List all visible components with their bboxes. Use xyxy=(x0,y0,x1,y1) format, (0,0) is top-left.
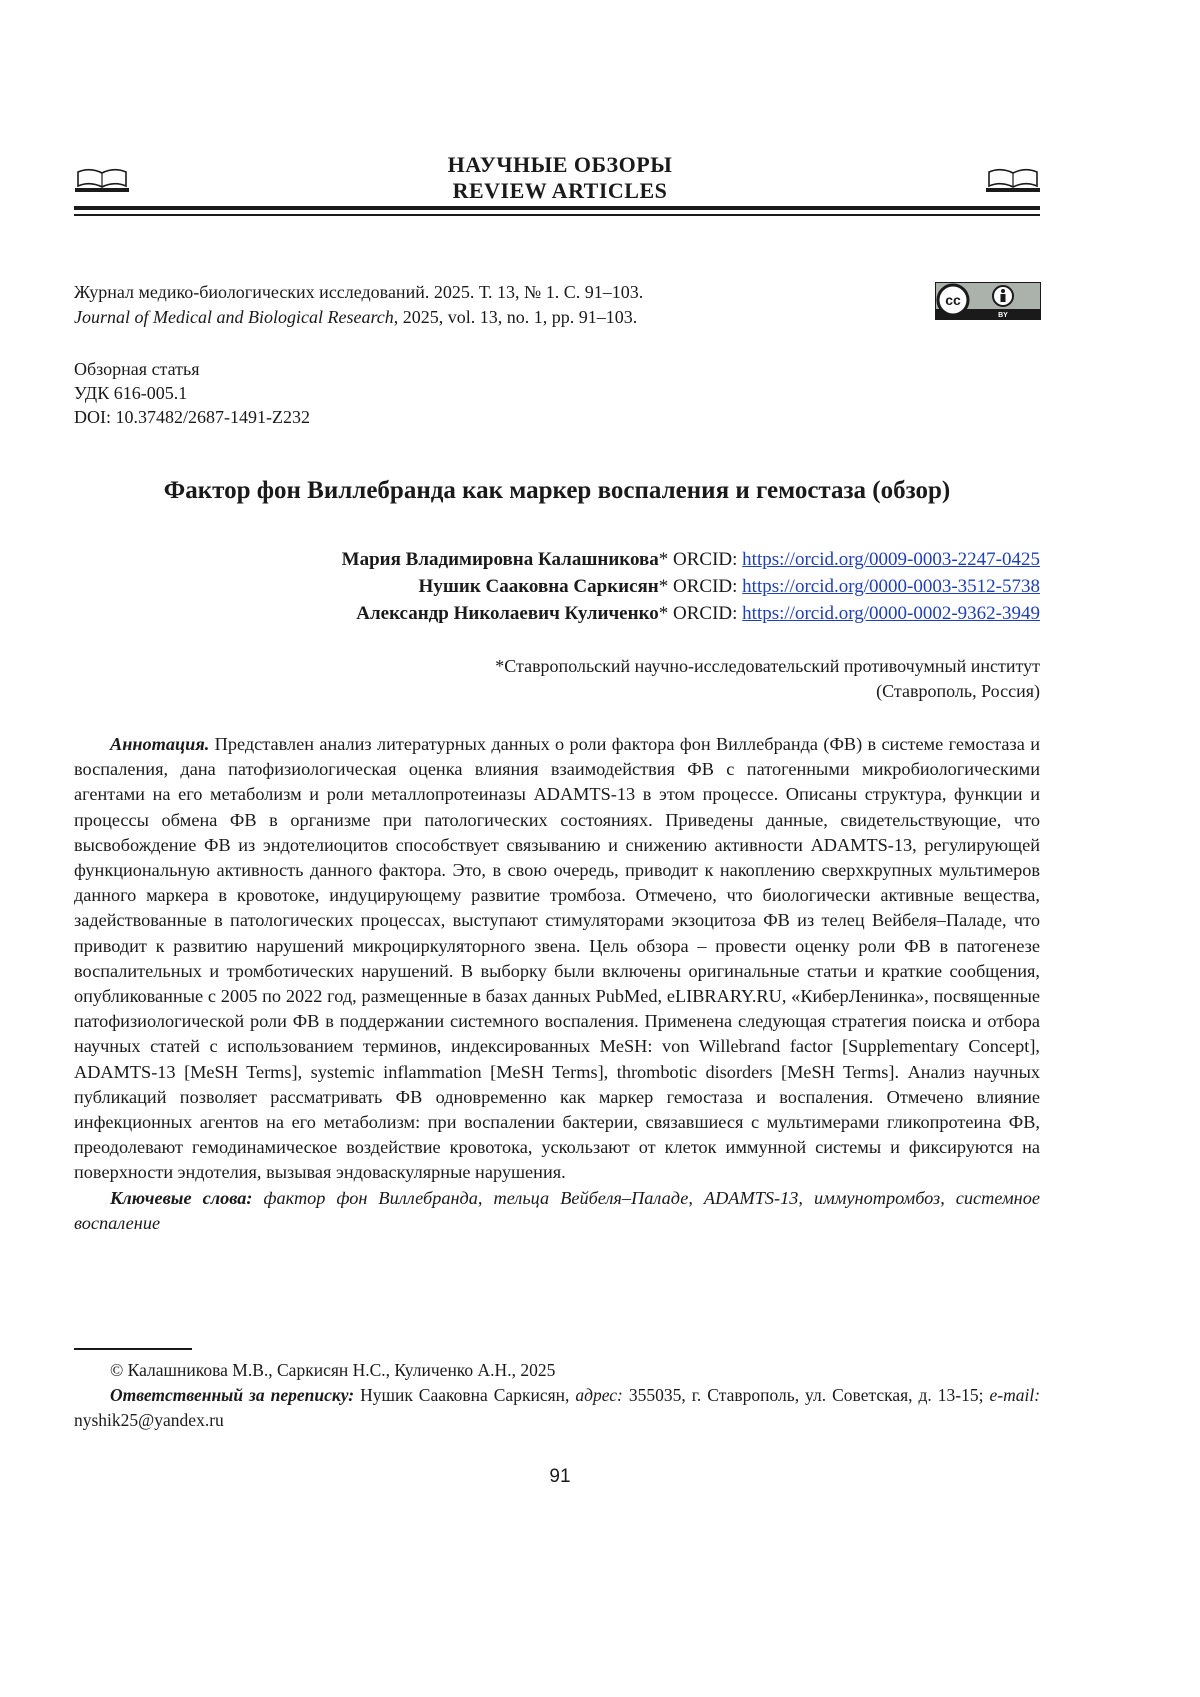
author-list xyxy=(342,546,1040,627)
orcid-label: * ORCID: xyxy=(658,549,743,570)
section-heading-ru: НАУЧНЫЕ ОБЗОРЫ xyxy=(447,152,673,177)
section-heading xyxy=(0,152,1120,204)
abstract-label: Аннотация. xyxy=(110,734,210,754)
email-text: nyshik25@yandex.ru xyxy=(74,1410,224,1430)
page-number: 91 xyxy=(549,1466,571,1487)
email-label: e-mail: xyxy=(989,1385,1041,1405)
abstract-text: Представлен анализ литературных данных о роли фактора фон Виллебранда (ФВ) в системе гемостаза и воспаления, дана патофизиологическая оценка влияния взаимодействия ФВ с патогенными микробиологическими агентами на его метаболизм и роли металлопротеиназы ADAMTS-13 в этом процессе. Описаны структура, функции и процессы обмена ФВ в организме при патологических состояниях. Приведены данные, свидетельствующие, что высвобождение ФВ из эндотелиоцитов способствует связыванию и снижению активности ADAMTS-13, регулирующей функциональную активность данного фактора. Это, в свою очередь, приводит к накоплению сверхкрупных мультимеров данного маркера в кровотоке, индуцирующему развитие тромбоза. Отмечено, что биологически активные вещества, задействованные в патологических процессах, выступают стимуляторами экзоцитоза ФВ из телец Вейбеля–Паладе, что приводит к развитию нарушений микроциркуляторного звена. Цель обзора – провести оценку роли ФВ в патогенезе воспалительных и тромботических нарушений. В выборку были включены оригинальные статьи и краткие сообщения, опубликованные с 2005 по 2022 год, размещенные в базах данных PubMed, eLIBRARY.RU, «КиберЛенинка», посвященные патофизиологической роли ФВ в поддержании системного воспаления. Применена следующая стратегия поиска и отбора научных статей с использованием терминов, индексированных MeSH: von Willebrand factor [Supplementary Concept], ADAMTS-13 [MeSH Terms], systemic inflammation [MeSH Terms], thrombotic disorders [MeSH Terms]. Анализ научных публикаций позволяет рассматривать ФВ одновременно как маркер гемостаза и воспаления. Отмечено влияние инфекционных агентов на его метаболизм: при воспалении бактерии, связавшиеся с мультимерами гликопротеина ФВ, преодолевают гемодинамическое воздействие кровотока, ускользают от клеток иммунной системы и фиксируются на поверхности эндотелия, вызывая эндоваскулярные нарушения. xyxy=(74,734,1040,1183)
header-rule-thin xyxy=(74,214,1040,216)
copyright-line: © Калашникова М.В., Саркисян Н.С., Куличенко А.Н., 2025 xyxy=(110,1360,556,1380)
address-label: адрес: xyxy=(575,1385,623,1405)
author-name: Мария Владимировна Калашникова xyxy=(341,549,659,570)
author-entry xyxy=(342,546,1040,573)
article-meta xyxy=(74,357,310,429)
journal-citation-ru: Журнал медико-биологических исследований. 2025. Т. 13, № 1. С. 91–103. xyxy=(74,282,644,302)
cc-by-license-badge[interactable] xyxy=(935,282,1041,320)
correspondence-line xyxy=(74,1383,1040,1433)
footnotes xyxy=(74,1358,1040,1433)
orcid-link[interactable]: https://orcid.org/0009-0003-2247-0425 xyxy=(742,549,1040,570)
orcid-label: * ORCID: xyxy=(658,576,743,597)
affiliation-location: (Ставрополь, Россия) xyxy=(876,681,1040,701)
udc-code: УДК 616-005.1 xyxy=(74,383,188,403)
orcid-link[interactable]: https://orcid.org/0000-0003-3512-5738 xyxy=(742,576,1040,597)
section-heading-en: REVIEW ARTICLES xyxy=(452,178,668,203)
keywords-text: фактор фон Виллебранда, тельца Вейбеля–Паладе, ADAMTS-13, иммунотромбоз, системное воспаление xyxy=(74,1187,1041,1233)
abstract-paragraph xyxy=(74,732,1040,1186)
author-entry xyxy=(342,600,1040,627)
header-rule xyxy=(74,206,1040,210)
address-text: 355035, г. Ставрополь, ул. Советская, д. 13-15; xyxy=(622,1385,990,1405)
author-name: Нушик Сааковна Саркисян xyxy=(418,576,659,597)
keywords-paragraph xyxy=(74,1186,1040,1236)
article-type: Обзорная статья xyxy=(74,359,200,379)
keywords-label: Ключевые слова: xyxy=(110,1187,253,1208)
author-entry xyxy=(342,573,1040,600)
orcid-link[interactable]: https://orcid.org/0000-0002-9362-3949 xyxy=(742,603,1040,624)
orcid-label: * ORCID: xyxy=(658,603,743,624)
article-title: Фактор фон Виллебранда как маркер воспаления и гемостаза (обзор) xyxy=(163,477,951,504)
correspondence-label: Ответственный за переписку: xyxy=(110,1385,355,1405)
journal-citation xyxy=(74,280,643,330)
open-book-icon xyxy=(985,166,1041,196)
svg-text:cc: cc xyxy=(945,292,961,308)
journal-citation-en-rest: , 2025, vol. 13, no. 1, pp. 91–103. xyxy=(393,307,638,327)
cc-by-label: BY xyxy=(998,312,1008,319)
journal-title-en: Journal of Medical and Biological Research xyxy=(74,307,394,327)
journal-citation-en xyxy=(74,305,643,330)
author-name: Александр Николаевич Куличенко xyxy=(356,603,659,624)
correspondence-name: Нушик Сааковна Саркисян, xyxy=(354,1385,576,1405)
footnote-rule xyxy=(74,1348,192,1350)
affiliation-name: *Ставропольский научно-исследовательский противочумный институт xyxy=(495,656,1040,676)
affiliation xyxy=(495,654,1040,704)
doi: DOI: 10.37482/2687-1491-Z232 xyxy=(74,407,310,427)
abstract xyxy=(74,732,1040,1236)
